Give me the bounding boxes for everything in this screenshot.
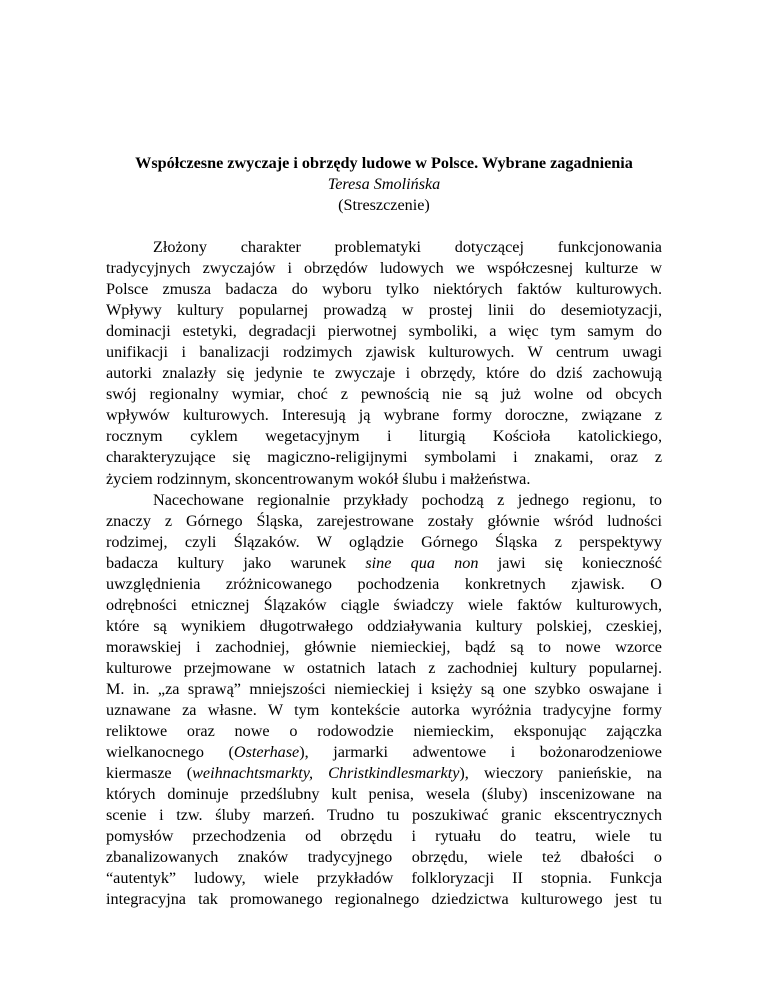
text-line: których dominuje przedślubny kult penisa, wesela (śluby) inscenizowane na bbox=[106, 785, 662, 804]
text-line: reliktowe oraz nowe o rodowodzie niemieckim, eksponując zajączka bbox=[106, 722, 662, 741]
text-line: swój regionalny wymiar, choć z pewnością nie są już wolne od obcych bbox=[106, 385, 662, 404]
text-line: uwzględnienia zróżnicowanego pochodzenia konkretnych zjawisk. O bbox=[106, 574, 662, 593]
text-line: życiem rodzinnym, skoncentrowanym wokół ślubu i małżeństwa. bbox=[106, 469, 531, 488]
text-segment: ), wieczory panieńskie, na bbox=[459, 764, 662, 783]
text-segment: badacza kultury jako warunek bbox=[106, 553, 366, 572]
author-name: Teresa Smolińska bbox=[327, 175, 441, 193]
text-line bbox=[106, 553, 662, 574]
german-term: weihnachtsmarkty, Christkindlesmarkty bbox=[192, 764, 460, 783]
latin-phrase: sine qua non bbox=[365, 553, 479, 572]
text-segment: ), jarmarki adwentowe i bożonarodzeniowe bbox=[299, 743, 662, 762]
text-segment: wielkanocnego ( bbox=[106, 743, 234, 762]
text-line: M. in. „za sprawą” mniejszości niemieckiej i księży są one szybko oswajane i bbox=[106, 679, 662, 698]
text-line: pomysłów przechodzenia od obrzędu i rytuału do teatru, wiele tu bbox=[106, 827, 662, 846]
document-page bbox=[106, 153, 662, 911]
text-line: znaczy z Górnego Śląska, zarejestrowane zostały głównie wśród ludności bbox=[106, 511, 662, 530]
text-line: Polsce zmusza badacza do wyboru tylko niektórych faktów kulturowych. bbox=[106, 280, 662, 299]
text-line: kulturowe przejmowane w ostatnich latach z zachodniej kultury popularnej. bbox=[106, 658, 662, 677]
text-line: Wpływy kultury popularnej prowadzą w prostej linii do desemiotyzacji, bbox=[106, 301, 662, 320]
text-line: rocznym cyklem wegetacyjnym i liturgią Kościoła katolickiego, bbox=[106, 427, 662, 446]
paragraph-2 bbox=[106, 490, 662, 911]
document-title: Współczesne zwyczaje i obrzędy ludowe w Polsce. Wybrane zagadnienia bbox=[135, 154, 633, 172]
text-line bbox=[106, 742, 662, 763]
text-line: rodzimej, czyli Ślązaków. W oglądzie Górnego Śląska z perspektywy bbox=[106, 532, 662, 551]
text-line bbox=[106, 763, 662, 784]
text-line: morawskiej i zachodniej, głównie niemieckiej, bądź są to nowe wzorce bbox=[106, 637, 662, 656]
text-line: tradycyjnych zwyczajów i obrzędów ludowych we współczesnej kulturze w bbox=[106, 259, 662, 278]
text-line: Nacechowane regionalnie przykłady pochodzą z jednego regionu, to bbox=[153, 490, 662, 509]
document-subtitle: (Streszczenie) bbox=[338, 196, 430, 214]
text-line: Złożony charakter problematyki dotyczącej funkcjonowania bbox=[153, 238, 662, 256]
text-line: dominacji estetyki, degradacji pierwotnej symboliki, a więc tym samym do bbox=[106, 322, 662, 341]
german-term: Osterhase bbox=[233, 743, 300, 762]
text-line: uznawane za własne. W tym kontekście autorka wyróżnia tradycyjne formy bbox=[106, 701, 662, 720]
text-segment: jawi się konieczność bbox=[478, 553, 662, 572]
text-line: autorki znalazły się jedynie te zwyczaje i obrzędy, które do dziś zachowują bbox=[106, 364, 662, 383]
text-line: zbanalizowanych znaków tradycyjnego obrzędu, wiele też dbałości o bbox=[106, 848, 662, 867]
text-segment: kiermasze ( bbox=[106, 764, 193, 783]
text-line: wpływów kulturowych. Interesują ją wybrane formy doroczne, związane z bbox=[106, 406, 662, 425]
text-line: “autentyk” ludowy, wiele przykładów folkloryzacji II stopnia. Funkcja bbox=[106, 869, 662, 888]
text-line: integracyjna tak promowanego regionalnego dziedzictwa kulturowego jest tu bbox=[106, 890, 662, 909]
text-line: które są wynikiem długotrwałego oddziaływania kultury polskiej, czeskiej, bbox=[106, 616, 662, 635]
text-line: unifikacji i banalizacji rodzimych zjawisk kulturowych. W centrum uwagi bbox=[106, 343, 662, 362]
document-header bbox=[106, 153, 662, 216]
paragraph-1 bbox=[106, 237, 662, 490]
text-line: odrębności etnicznej Ślązaków ciągle świadczy wiele faktów kulturowych, bbox=[106, 595, 662, 614]
text-line: charakteryzujące się magiczno-religijnymi symbolami i znakami, oraz z bbox=[106, 448, 662, 467]
text-line: scenie i tzw. śluby marzeń. Trudno tu poszukiwać granic ekscentrycznych bbox=[106, 806, 662, 825]
